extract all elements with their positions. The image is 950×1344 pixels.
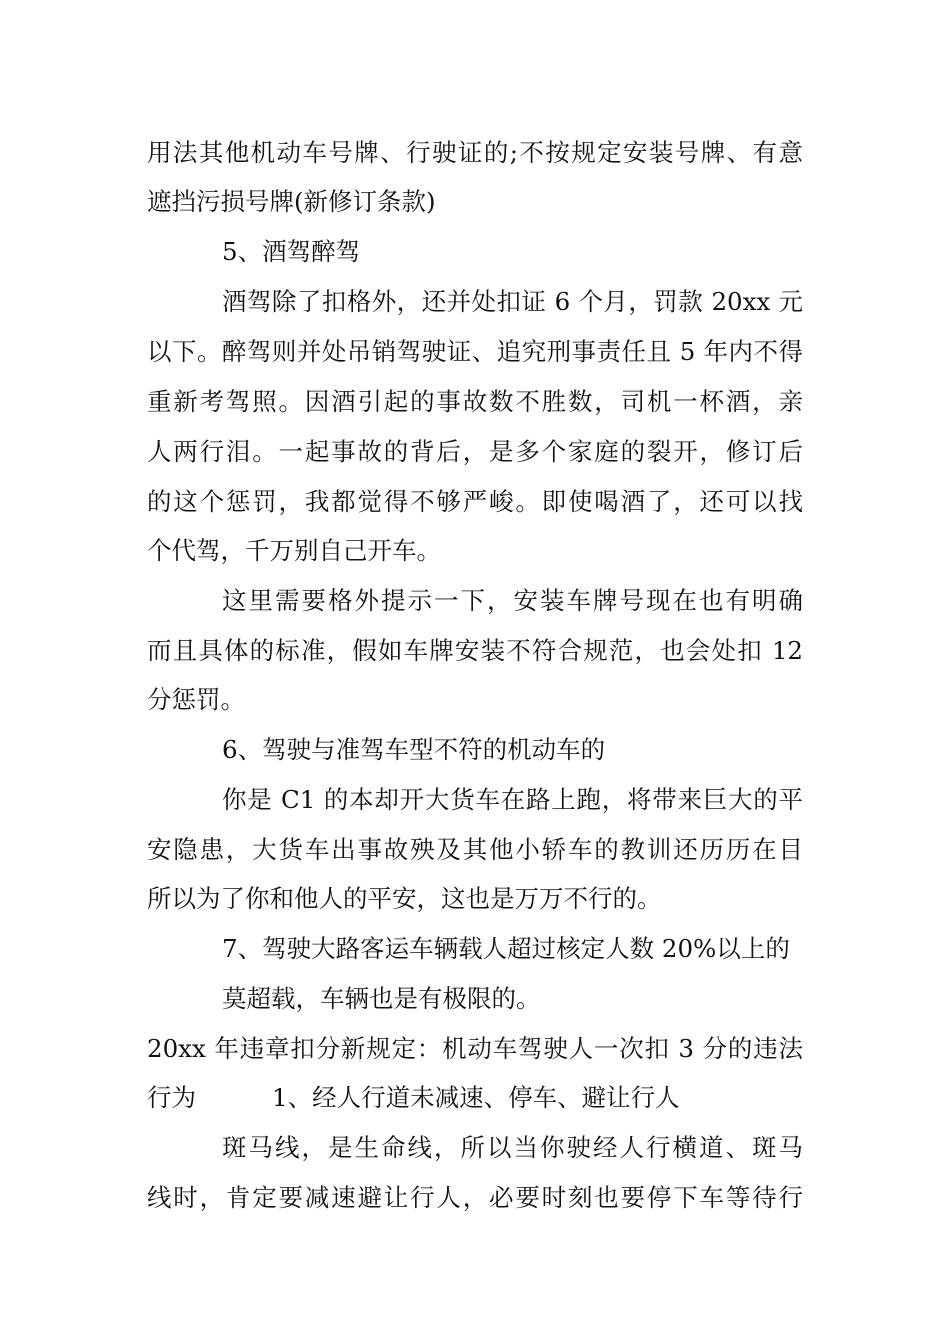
paragraph-line: 重新考驾照。因酒引起的事故数不胜数，司机一杯酒，亲 bbox=[147, 387, 803, 416]
paragraph-line: 个代驾，千万别自己开车。 bbox=[147, 536, 441, 565]
paragraph-line: 酒驾除了扣格外，还并处扣证 6 个月，罚款 20xx 元 bbox=[222, 287, 803, 316]
paragraph-line: 这里需要格外提示一下，安装车牌号现在也有明确 bbox=[222, 586, 803, 615]
paragraph-line: 的这个惩罚，我都觉得不够严峻。即使喝酒了，还可以找 bbox=[147, 487, 803, 516]
paragraph-line: 莫超载，车辆也是有极限的。 bbox=[222, 984, 541, 1013]
heading-line: 20xx 年违章扣分新规定：机动车驾驶人一次扣 3 分的违法 bbox=[147, 1034, 803, 1063]
paragraph-line: 斑马线，是生命线，所以当你驶经人行横道、斑马 bbox=[222, 1133, 803, 1162]
paragraph-line: 所以为了你和他人的平安，这也是万万不行的。 bbox=[147, 884, 662, 913]
paragraph-line: 安隐患，大货车出事故殃及其他小轿车的教训还历历在目 bbox=[147, 835, 803, 864]
paragraph-line: 线时，肯定要减速避让行人，必要时刻也要停下车等待行 bbox=[147, 1183, 803, 1212]
paragraph-line: 以下。醉驾则并处吊销驾驶证、追究刑事责任且 5 年内不得 bbox=[147, 337, 803, 366]
section-heading: 1、经人行道未减速、停车、避让行人 bbox=[272, 1083, 680, 1112]
paragraph-line: 用法其他机动车号牌、行驶证的;不按规定安装号牌、有意 bbox=[147, 138, 803, 167]
section-heading: 6、驾驶与准驾车型不符的机动车的 bbox=[222, 735, 606, 764]
heading-line: 行为 bbox=[147, 1083, 196, 1112]
paragraph-line: 人两行泪。一起事故的背后，是多个家庭的裂开，修订后 bbox=[147, 437, 803, 466]
section-heading: 5、酒驾醉驾 bbox=[222, 237, 361, 266]
paragraph-line: 你是 C1 的本却开大货车在路上跑，将带来巨大的平 bbox=[222, 785, 803, 814]
paragraph-line: 分惩罚。 bbox=[147, 685, 245, 714]
paragraph-line: 遮挡污损号牌(新修订条款) bbox=[147, 187, 436, 216]
section-heading: 7、驾驶大路客运车辆载人超过核定人数 20%以上的 bbox=[222, 934, 790, 963]
paragraph-line: 而且具体的标准，假如车牌安装不符合规范，也会处扣 12 bbox=[147, 636, 803, 665]
